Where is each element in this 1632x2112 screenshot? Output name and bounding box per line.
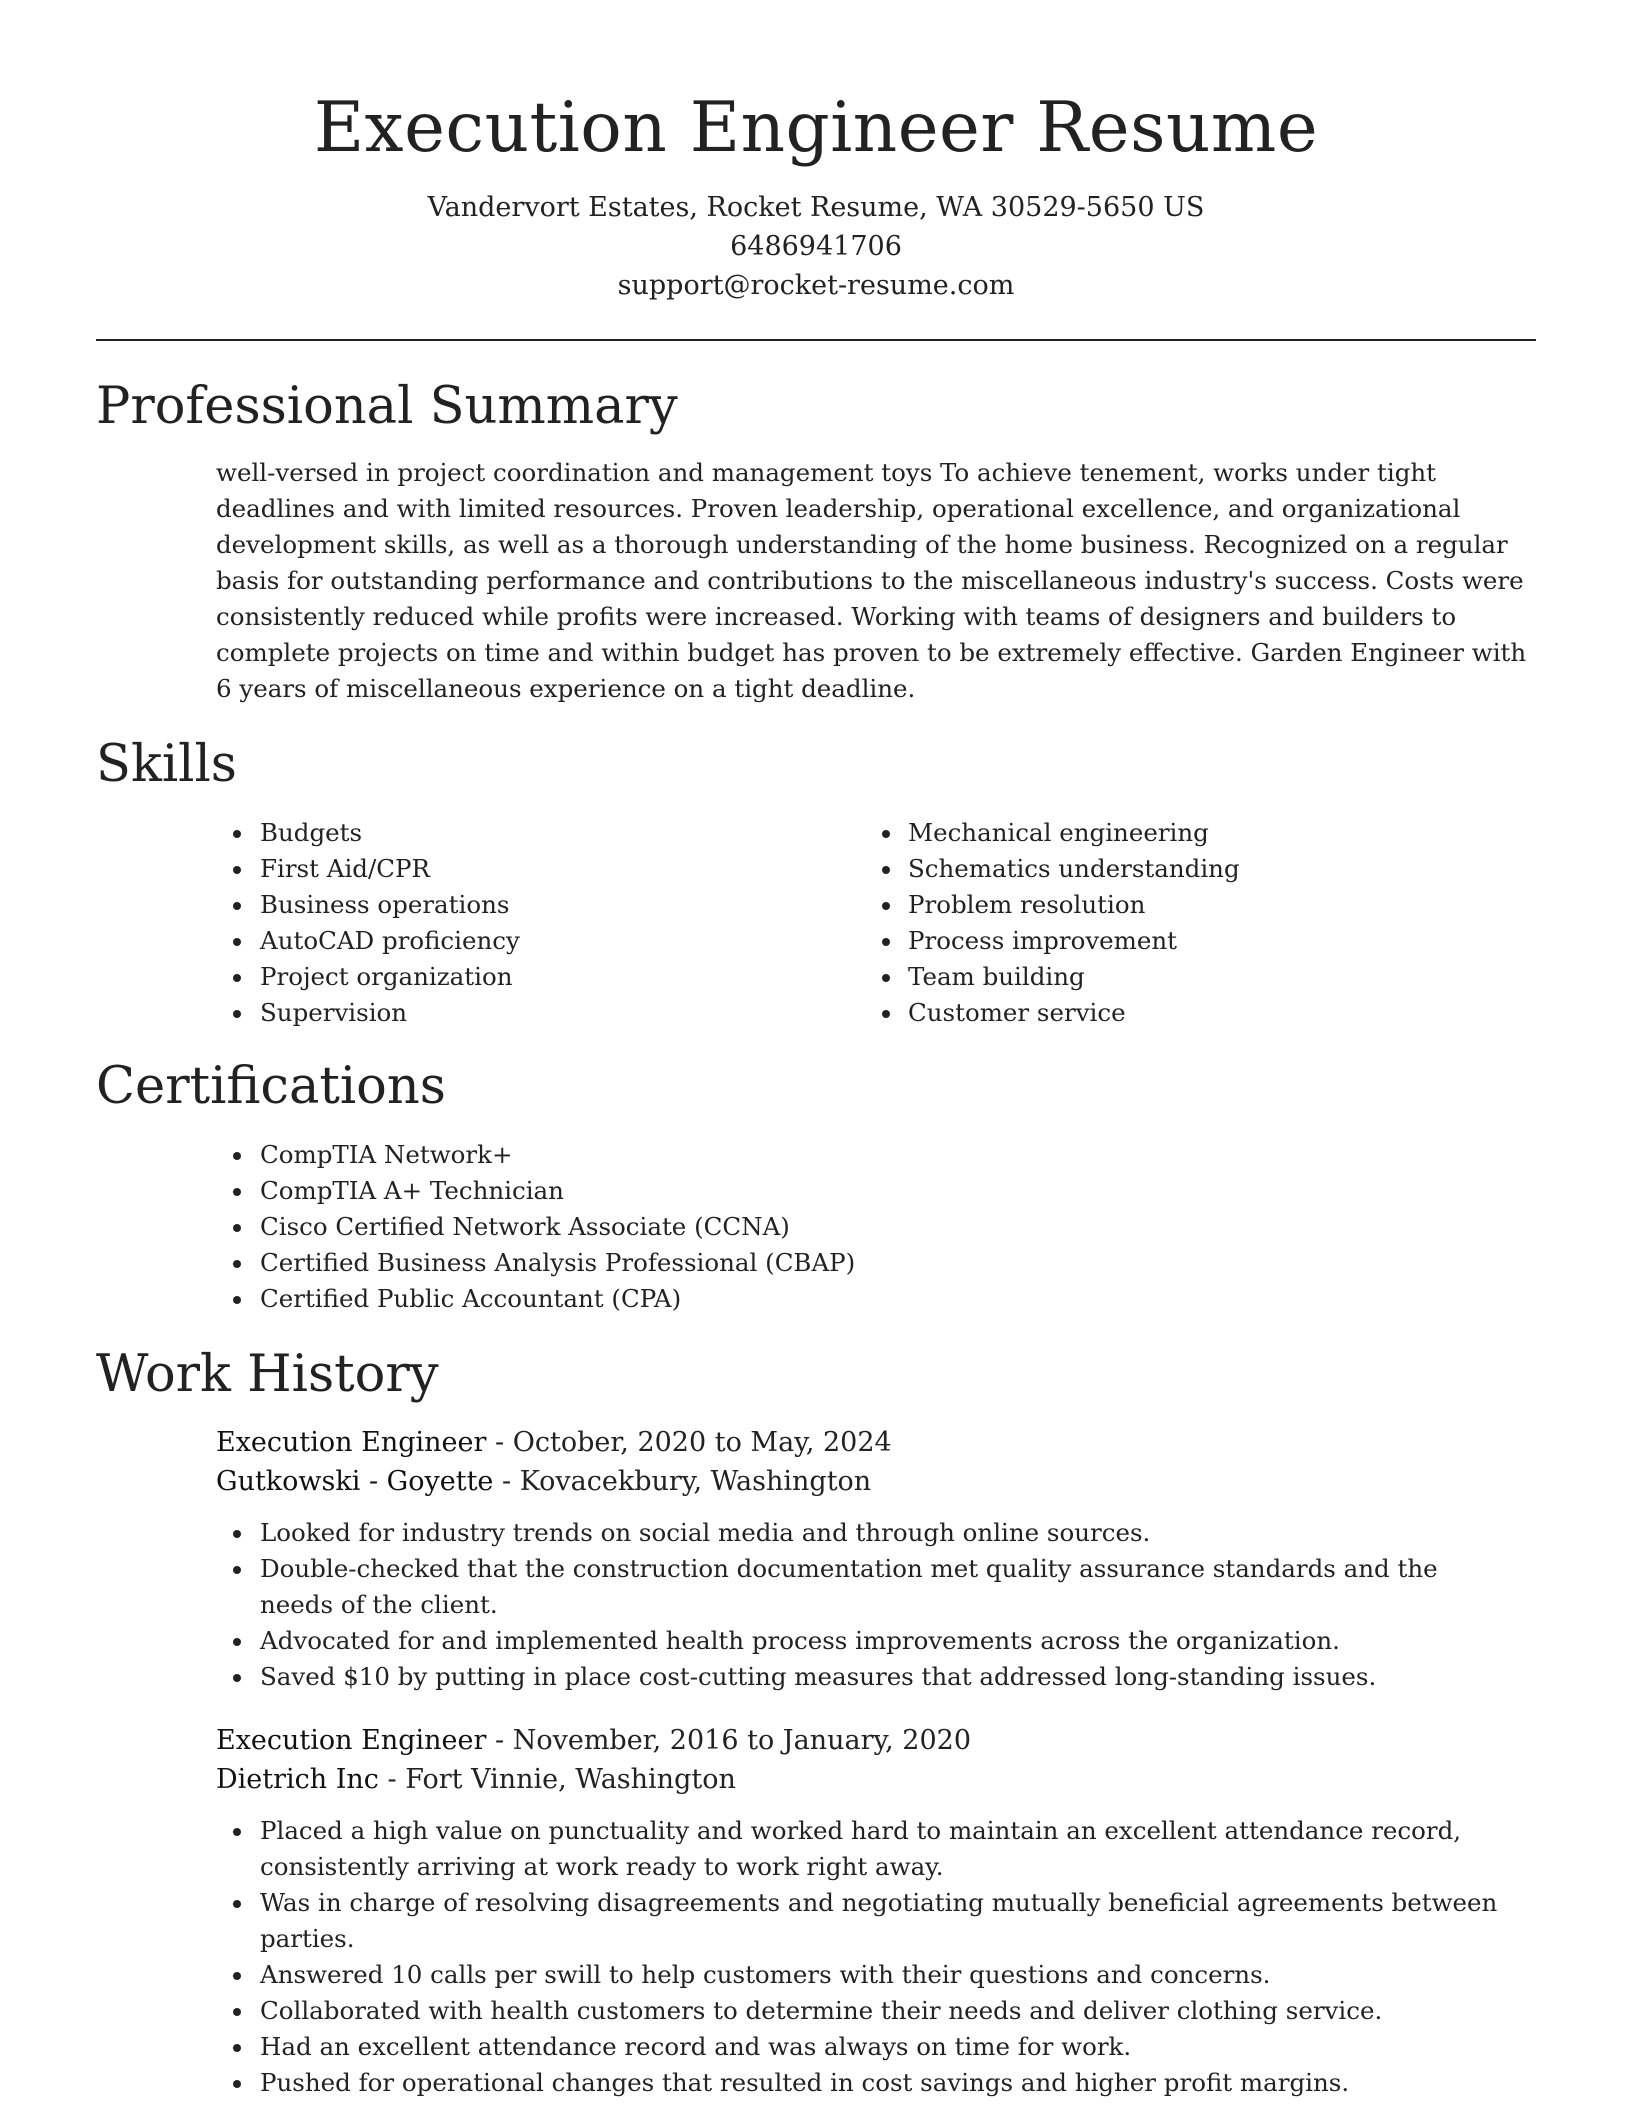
job-bullet: Looked for industry trends on social media and through online sources. bbox=[96, 1515, 1470, 1551]
contact-email: support@rocket-resume.com bbox=[617, 270, 1015, 301]
summary-text: well-versed in project coordination and management toys To achieve tenement, works under tight deadlines and with limited resources. Proven leadership, operational excellence, and organizational development skills, as well as a thorough understanding of the home business. Recognized on a regular basis for outstanding performance and contributions to the miscellaneous industry's success. Costs were consistently reduced while profits were increased. Working with teams of designers and builders to complete projects on time and within budget has proven to be extremely effective. Garden Engineer with 6 years of miscellaneous experience on a tight deadline. bbox=[216, 458, 1527, 703]
job-bullet: Placed a high value on punctuality and worked hard to maintain an excellent attendance record, consistently arriving at work ready to work right away. bbox=[96, 1813, 1536, 1885]
skill-item: First Aid/CPR bbox=[96, 851, 746, 887]
contact-phone: 6486941706 bbox=[730, 231, 902, 262]
job-title: Execution Engineer bbox=[216, 1725, 487, 1756]
job-bullet: Collaborated with health customers to determine their needs and deliver clothing service. bbox=[96, 1993, 1536, 2029]
job-title: Execution Engineer bbox=[216, 1427, 487, 1458]
skill-item: Process improvement bbox=[746, 923, 1446, 959]
work-history-heading: Work History bbox=[96, 1345, 439, 1404]
skill-item: Business operations bbox=[96, 887, 746, 923]
job-company: Gutkowski - Goyette bbox=[216, 1466, 494, 1497]
skill-item: Schematics understanding bbox=[746, 851, 1446, 887]
certification-item: Certified Public Accountant (CPA) bbox=[96, 1281, 1536, 1317]
certifications-heading: Certifications bbox=[96, 1057, 446, 1116]
skill-item: Mechanical engineering bbox=[746, 815, 1446, 851]
job-location: - Fort Vinnie, Washington bbox=[378, 1764, 736, 1795]
skills-heading: Skills bbox=[96, 735, 237, 794]
job-bullet: Had an excellent attendance record and was always on time for work. bbox=[96, 2029, 1536, 2065]
job-bullet: Pushed for operational changes that resulted in cost savings and higher profit margins. bbox=[96, 2065, 1536, 2101]
job-header bbox=[216, 1721, 1536, 1799]
skill-item: Budgets bbox=[96, 815, 746, 851]
job-bullet: Advocated for and implemented health process improvements across the organization. bbox=[96, 1623, 1470, 1659]
contact-address: Vandervort Estates, Rocket Resume, WA 30529-5650 US bbox=[427, 192, 1205, 223]
summary-heading: Professional Summary bbox=[96, 377, 678, 436]
resume-title: Execution Engineer Resume bbox=[313, 88, 1319, 168]
job-bullet: Double-checked that the construction documentation met quality assurance standards and the needs of the client. bbox=[96, 1551, 1470, 1623]
job-company-line bbox=[216, 1462, 1536, 1501]
job-dates: - November, 2016 to January, 2020 bbox=[486, 1725, 972, 1756]
skill-item: Team building bbox=[746, 959, 1446, 995]
skill-item: Problem resolution bbox=[746, 887, 1446, 923]
job-company: Dietrich Inc bbox=[216, 1764, 379, 1795]
skills-columns bbox=[96, 815, 1536, 1031]
skill-item: Customer service bbox=[746, 995, 1446, 1031]
job-bullets bbox=[96, 1515, 1536, 1695]
job-bullet: Saved $10 by putting in place cost-cutting measures that addressed long-standing issues. bbox=[96, 1659, 1470, 1695]
certification-item: Certified Business Analysis Professional (CBAP) bbox=[96, 1245, 1536, 1281]
job-title-line bbox=[216, 1423, 1536, 1462]
certification-item: CompTIA A+ Technician bbox=[96, 1173, 1536, 1209]
skills-list-right bbox=[746, 815, 1446, 1031]
skills-list-left bbox=[96, 815, 746, 1031]
header-divider bbox=[96, 339, 1536, 341]
job-company-line bbox=[216, 1760, 1536, 1799]
resume-page bbox=[96, 0, 1536, 2101]
job-title-line bbox=[216, 1721, 1536, 1760]
job-bullet: Was in charge of resolving disagreements and negotiating mutually beneficial agreements between parties. bbox=[96, 1885, 1536, 1957]
skill-item: Supervision bbox=[96, 995, 746, 1031]
contact-block bbox=[96, 188, 1536, 305]
job-bullets bbox=[96, 1813, 1536, 2101]
job-bullet: Answered 10 calls per swill to help customers with their questions and concerns. bbox=[96, 1957, 1536, 1993]
job-location: - Kovacekbury, Washington bbox=[493, 1466, 872, 1497]
skill-item: Project organization bbox=[96, 959, 746, 995]
certifications-list bbox=[96, 1137, 1536, 1317]
certification-item: CompTIA Network+ bbox=[96, 1137, 1536, 1173]
certification-item: Cisco Certified Network Associate (CCNA) bbox=[96, 1209, 1536, 1245]
skill-item: AutoCAD proficiency bbox=[96, 923, 746, 959]
job-header bbox=[216, 1423, 1536, 1501]
job-dates: - October, 2020 to May, 2024 bbox=[486, 1427, 892, 1458]
